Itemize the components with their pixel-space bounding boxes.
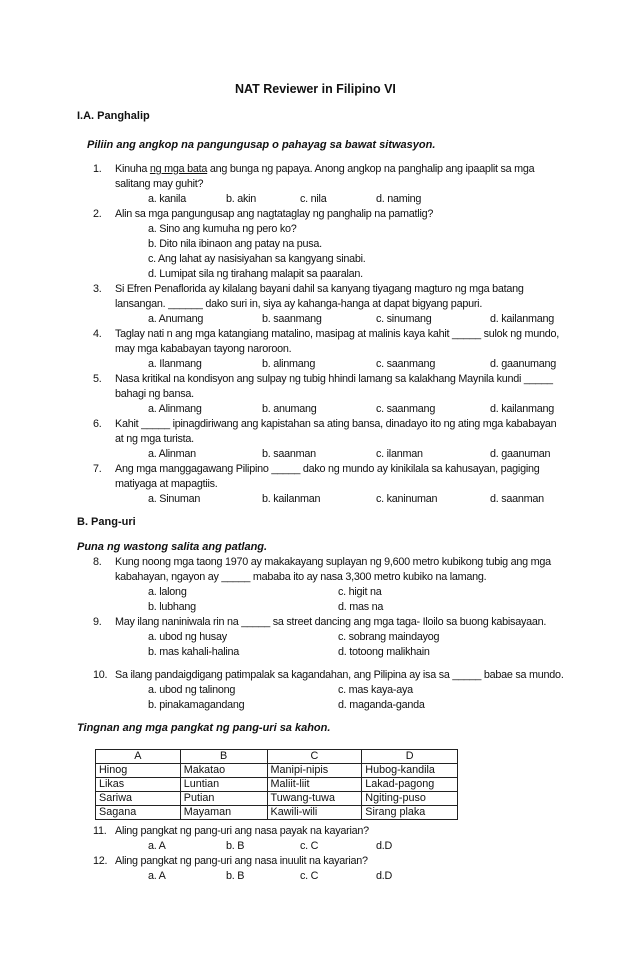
section-heading-panghalip: I.A. Panghalip [77, 110, 150, 122]
choice-d: d. saanman [490, 493, 544, 505]
choice-a: a. Ilanmang [148, 358, 202, 370]
question-number: 5. [93, 373, 102, 385]
underlined-phrase: ng mga bata [149, 163, 208, 175]
table-cell: Mayaman [180, 806, 267, 820]
table-cell: Hinog [96, 764, 181, 778]
choice-b: b. Dito nila ibinaon ang patay na pusa. [148, 238, 322, 250]
question-number: 3. [93, 283, 102, 295]
page-title: NAT Reviewer in Filipino VI [235, 82, 396, 96]
question-text: Kinuha ng mga bata ang bunga ng papaya. Anong angkop na panghalip ang ipaaplit sa mga [115, 163, 535, 175]
choice-b: b. lubhang [148, 601, 196, 613]
table-cell: Manipi-nipis [267, 764, 362, 778]
choice-c: c. sobrang maindayog [338, 631, 440, 643]
table-cell: Tuwang-tuwa [267, 792, 362, 806]
question-text: Taglay nati n ang mga katangiang matalino, masipag at malinis kaya kahit _____ sulok ng mundo, [115, 328, 560, 340]
question-text: Nasa kritikal na kondisyon ang sulpay ng tubig hhindi lamang sa kalakhang Maynila kundi _____ [115, 373, 553, 385]
choice-c: c. mas kaya-aya [338, 684, 413, 696]
choice-b: b. mas kahali-halina [148, 646, 240, 658]
choice-d: d. gaanumang [490, 358, 557, 370]
question-number: 6. [93, 418, 102, 430]
choice-c: c. saanmang [376, 403, 436, 415]
choice-c: c. C [300, 840, 319, 852]
question-text: Ang mga manggagawang Pilipino _____ dako ng mundo ay kinikilala sa kahusayan, pagiging [115, 463, 540, 475]
choice-b: b. alinmang [262, 358, 316, 370]
question-text: may mga kababayan tayong naroroon. [115, 343, 292, 355]
column-header: C [267, 750, 362, 764]
question-text: Alin sa mga pangungusap ang nagtataglay ng panghalip na pamatlig? [115, 208, 434, 220]
section-instruction: Puna ng wastong salita ang patlang. [77, 541, 268, 553]
question-text: matiyaga at mapagtiis. [115, 478, 218, 490]
choice-b: b. B [226, 870, 245, 882]
question-text: May ilang naniniwala rin na _____ sa street dancing ang mga taga- Iloilo sa buong kabisayaan. [115, 616, 547, 628]
choice-c: c. higit na [338, 586, 382, 598]
table-cell: Ngiting-puso [362, 792, 458, 806]
question-text: Aling pangkat ng pang-uri ang nasa inuulit na kayarian? [115, 855, 368, 867]
question-text: Si Efren Penaflorida ay kilalang bayani dahil sa kanyang tiyagang magturo ng mga batang [115, 283, 524, 295]
choice-b: b. pinakamagandang [148, 699, 245, 711]
question-text: lansangan. ______ dako suri in, siya ay kahanga-hanga at dapat bigyang papuri. [115, 298, 483, 310]
table-row [96, 778, 458, 792]
table-cell: Lakad-pagong [362, 778, 458, 792]
question-text: Aling pangkat ng pang-uri ang nasa payak na kayarian? [115, 825, 369, 837]
choice-c: c. C [300, 870, 319, 882]
question-text: Sa ilang pandaigdigang patimpalak sa kagandahan, ang Pilipina ay isa sa _____ babae sa mundo. [115, 669, 564, 681]
section-heading-panguri: B. Pang-uri [77, 516, 136, 528]
choice-a: a. ubod ng husay [148, 631, 227, 643]
table-cell: Makatao [180, 764, 267, 778]
question-text: bahagi ng bansa. [115, 388, 194, 400]
choice-d: d.D [376, 870, 393, 882]
table-row [96, 792, 458, 806]
choice-d: d. maganda-ganda [338, 699, 425, 711]
question-number: 1. [93, 163, 102, 175]
table-cell: Kawili-wili [267, 806, 362, 820]
column-header: D [362, 750, 458, 764]
section-instruction: Tingnan ang mga pangkat ng pang-uri sa kahon. [77, 722, 331, 734]
column-header: A [96, 750, 181, 764]
question-text: Kung noong mga taong 1970 ay makakayang suplayan ng 9,600 metro kubikong tubig ang mga [115, 556, 551, 568]
choice-a: a. Sinuman [148, 493, 201, 505]
choice-c: c. saanmang [376, 358, 436, 370]
table-row [96, 764, 458, 778]
question-text: kabahayan, ngayon ay _____ mababa ito ay nasa 3,300 metro kubiko na lamang. [115, 571, 487, 583]
choice-a: a. lalong [148, 586, 187, 598]
choice-d: d. Lumipat sila ng tirahang malapit sa paaralan. [148, 268, 363, 280]
question-number: 7. [93, 463, 102, 475]
choice-a: a. ubod ng talinong [148, 684, 236, 696]
choice-b: b. saanman [262, 448, 316, 460]
choice-b: b. akin [226, 193, 257, 205]
choice-c: c. Ang lahat ay nasisiyahan sa kangyang sinabi. [148, 253, 366, 265]
choice-c: c. nila [300, 193, 327, 205]
choice-d: d. kailanmang [490, 313, 554, 325]
choice-a: a. A [148, 840, 166, 852]
question-number: 2. [93, 208, 102, 220]
question-number: 12. [93, 855, 108, 867]
question-text: salitang may guhit? [115, 178, 204, 190]
table-cell: Hubog-kandila [362, 764, 458, 778]
choice-d: d. kailanmang [490, 403, 554, 415]
table-cell: Luntian [180, 778, 267, 792]
table-cell: Sagana [96, 806, 181, 820]
choice-c: c. sinumang [376, 313, 432, 325]
choice-d: d. mas na [338, 601, 384, 613]
choice-b: b. B [226, 840, 245, 852]
choice-d: d. naming [376, 193, 422, 205]
column-header: B [180, 750, 267, 764]
question-text: Kahit _____ ipinagdiriwang ang kapistahan sa ating bansa, dinadayo ito ng ating mga kababayan [115, 418, 557, 430]
question-text: at ng mga turista. [115, 433, 194, 445]
table-cell: Maliit-liit [267, 778, 362, 792]
section-instruction: Piliin ang angkop na pangungusap o pahayag sa bawat sitwasyon. [87, 139, 436, 151]
choice-d: d.D [376, 840, 393, 852]
choice-a: a. Alinmang [148, 403, 202, 415]
table-header-row [96, 750, 458, 764]
choice-a: a. A [148, 870, 166, 882]
question-number: 11. [93, 825, 107, 837]
question-number: 9. [93, 616, 102, 628]
table-cell: Sariwa [96, 792, 181, 806]
word-group-table [95, 749, 458, 820]
choice-c: c. ilanman [376, 448, 423, 460]
question-number: 10. [93, 669, 108, 681]
choice-a: a. Sino ang kumuha ng pero ko? [148, 223, 297, 235]
choice-b: b. kailanman [262, 493, 321, 505]
choice-a: a. Alinman [148, 448, 196, 460]
table-row [96, 806, 458, 820]
choice-a: a. Anumang [148, 313, 204, 325]
choice-c: c. kaninuman [376, 493, 438, 505]
choice-d: d. totoong malikhain [338, 646, 430, 658]
question-number: 8. [93, 556, 102, 568]
question-number: 4. [93, 328, 102, 340]
choice-b: b. anumang [262, 403, 317, 415]
table-cell: Sirang plaka [362, 806, 458, 820]
choice-a: a. kanila [148, 193, 186, 205]
table-cell: Putian [180, 792, 267, 806]
choice-b: b. saanmang [262, 313, 322, 325]
choice-d: d. gaanuman [490, 448, 551, 460]
table-cell: Likas [96, 778, 181, 792]
